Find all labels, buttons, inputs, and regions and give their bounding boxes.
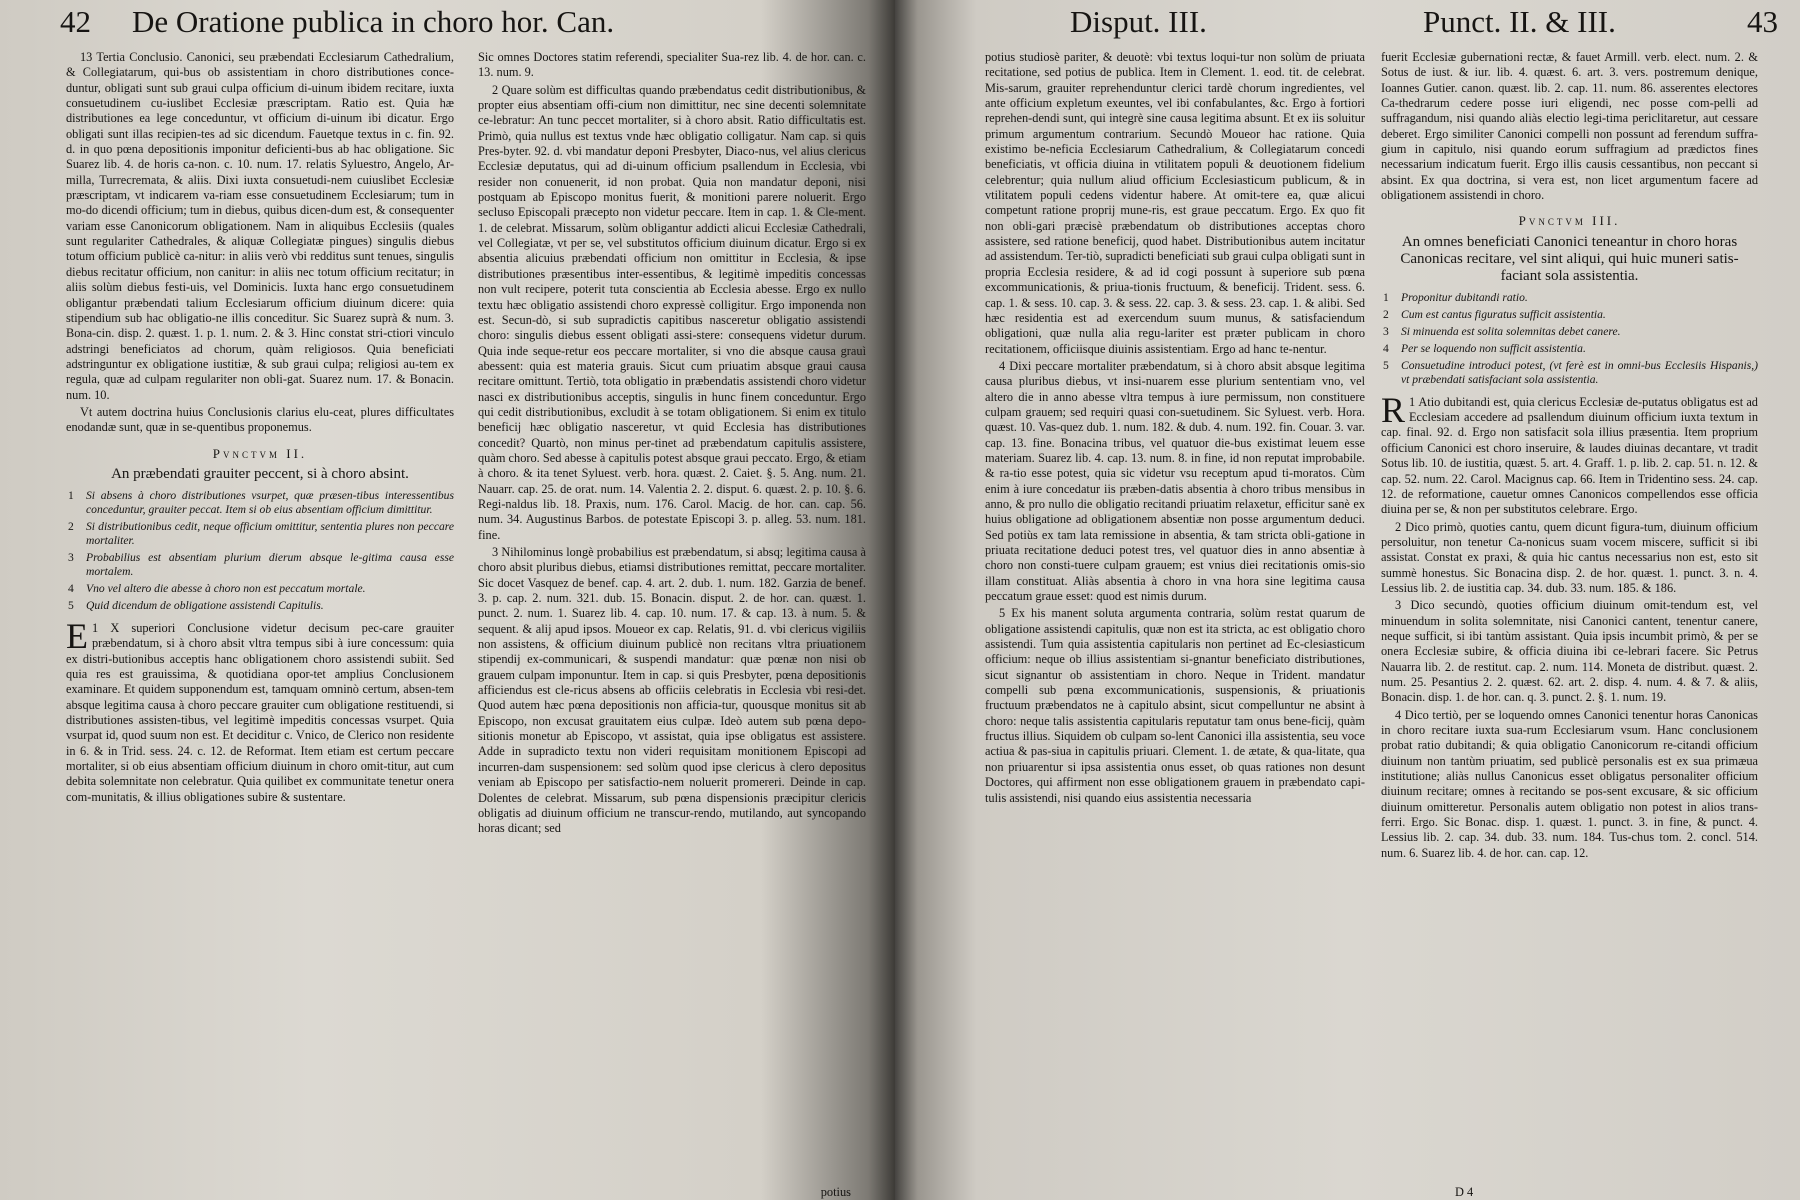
left-page-body — [66, 50, 866, 1186]
summary-item: 5 Quid dicendum de obligatione assistendi Capitulis. — [68, 598, 324, 612]
paragraph: 2 Dico primò, quoties cantu, quem dicunt figura-tum, diuinum officium persoluitur, non tenetur Ca-nonicus suam vocem miscere, sufficit si ibi assistat. Constat ex praxi, & quia hic cantus necessarius non est, esto sit summè honestus. Sic Bonacina disp. 2. de hor. quæst. 1. punct. 3. n. 4. Lessius lib. 2. de iustitia cap. 34. dub. 33. num. 185. & 186. — [1381, 519, 1758, 595]
summary-item: 1 Proponitur dubitandi ratio. — [1383, 290, 1528, 304]
summary-list — [66, 489, 454, 613]
paragraph: 3 Dico secundò, quoties officium diuinum omit-tendum est, vel minuendum in solita solemnitate, nisi Canonici cantent, tenentur canere, neque sufficit, si ibi tantùm assistant. Quia ipsis incumbit primò, & per se onera Ecclesiæ subire, & officia diuina ibi ce-lebrari facere. Sic Petrus Nauarra lib. 2. de restitut. cap. 2. num. 114. Moneta de distribut. quæst. 2. num. 25. Pesantius 2. 2. quæst. 62. art. 2. disp. 4. num. 4. & 7. & aliis, Bonacin. disp. 1. de hor. can. q. 3. punct. 2. §. 1. num. 19. — [1381, 598, 1758, 705]
running-head-right: Punct. II. & III. — [1423, 4, 1616, 39]
right-column-1 — [985, 50, 1365, 1186]
paragraph: fuerit Ecclesiæ gubernationi rectæ, & fauet Armill. verb. elect. num. 2. & Sotus de iust. & iur. lib. 4. quæst. 6. art. 3. vers. postremum denique, Ioannes Gutier. canon. quæst. lib. 2. cap. 11. num. 86. asserentes electores Ca-thedrarum cedere posse iuri eligendi, nec posse com-pelli ad suffragandum, nisi quando aliàs electio legi-tima periclitaretur, aut cessare deberet. Ergo similiter Canonici compelli non possunt ad ferendum suffra-gium in capitulo, nisi quando eorum suffragium ad prædictos fines necessarium indicatum fuerit. Ergo illis causis cessantibus, non peccant si absint. Ex qua doctrina, si vera est, non licet argumentum facere ad obligationem assistendi in choro. — [1381, 50, 1758, 203]
running-head-center: Disput. III. — [1070, 4, 1207, 39]
paragraph: 2 Quare solùm est difficultas quando præbendatus cedit distributionibus, & propter eius absentiam offi-cium non dimittitur, nec sine decenti solemnitate ce-lebratur: An tunc peccet mortaliter, si à choro absit. Ratio difficultatis est. Primò, quia nullus est textus vnde hæc obligatio colligatur. Nam cap. si quis Pres-byter. 92. d. vbi mandatur deponi Presbyter, Diaco-nus, vel alius clericus Ecclesiæ deputatus, qui ad di-uinum officium psallendum in Ecclesia, vbi resider non conuenerit, id non probat. Quia non mandatur deponi, nisi postquam ab Episcopo monitus fuerit, & monitioni parere noluerit. Ergo secluso Episcopali præcepto non videtur peccare. Item in cap. 1. & Cle-ment. 1. de celebrat. Missarum, solùm obligantur addicti alicui Ecclesiæ Cathedrali, vel Collegiatæ, vt per se, vel substitutos officium diuinum dicatur. Ergo si ex absentia alicuius præbendati officium non omittitur in Ecclesia, & ipse distributiones præsentibus inter-essentibus, & legitimè impeditis concessas non vult recipere, poterit tuta conscientia ab Ecclesia abesse. Ergo ex nullo textu hæc obligatio assistendi choro expressè colligitur. Ergo imponenda non est. Secun-dò, si sub supradictis capitibus nasceretur obligatio assistendi choro: singulis diebus essent obligati assi-stere: consequens videtur durum. Quia inde seque-retur eos peccare mortaliter, si vno die absque causa grauì abessent: quia est materia grauis. Sicut cum priuatim absque graui causa recitare omittunt. Tertiò, tota obligatio in præbendatis assistendi choro videtur nasci ex distributionibus acceptis, singulis in hunc finem conceduntur. Ergo qui cedit distributionibus, excludit à se totam obligationem. Si enim ex titulo beneficij hæc obligatio nasceretur, vt quid Ecclesia has distributiones concedit? Quartò, non minus per-tinet ad præbendatum capitulis assistere, quàm choro. Sed abesse à capitulis potest absque graui peccato. Ergo, & etiam à choro. & ita tenet Syluest. verb. hora. quæst. 2. Caiet. §. 5. Ang. num. 21. Nauarr. cap. 25. de orat. num. 14. Valentia 2. 2. disput. 6. quæst. 2. p. 10. §. 6. Regi-naldus lib. 18. Praxis, num. 176. Carol. Macig. de hor. can. cap. 56. num. 34. Augustinus Barbos. de potestate Episcopi 3. p. alleg. 53. num. 181. fine. — [478, 82, 866, 542]
paragraph-with-initial: 1 R Atio dubitandi est, quia clericus Ecclesiæ de-putatus obligatus est ad Ecclesiam accedere ad psallendum diuinum officium iuxta textum in cap. final. 92. d. Ergo non satisfacit sola illius præsentia. Item proprium officium Canonici est choro inseruire, & laudes diuinas decantare, vt tradit Sotus lib. 10. de iustitia, quæst. 5. art. 4. Graff. 1. p. lib. 2. cap. 51. n. 12. & cap. 52. num. 22. Carol. Macignus cap. 66. Item in Tridentino sess. 24. cap. 12. de reformatione, cauetur omnes Canonicos compellendos esse officia diuina per se, & non per substitutos celebrare. Ergo. — [1381, 389, 1758, 517]
paragraph-number: 1 — [92, 620, 99, 635]
paragraph: Vt autem doctrina huius Conclusionis clarius elu-ceat, plures difficultates enodandæ sunt, quæ in se-quentibus proponemus. — [66, 404, 454, 435]
summary-item: 3 Si minuenda est solita solemnitas debet canere. — [1383, 324, 1621, 338]
drop-cap: E — [66, 615, 88, 656]
summary-item: 3 Probabilius est absentiam plurium dierum absque le-gitima causa esse mortalem. — [68, 550, 454, 578]
catchword: potius — [820, 1185, 851, 1199]
paragraph: Sic omnes Doctores statim referendi, specialiter Sua-rez lib. 4. de hor. can. c. 13. num. 9. — [478, 50, 866, 80]
right-page-body — [985, 50, 1758, 1186]
paragraph: 13 Tertia Conclusio. Canonici, seu præbendati Ecclesiarum Cathedralium, & Collegiatarum, qui-bus ob assistentiam in choro distributiones conce-duntur, obligati sunt sub graui culpa officium di-uinum ibidem recitare, iuxta consuetudinem cu-iuslibet Ecclesiæ præscriptam. Ratio est. Quia hæ distributiones ea lege conceduntur, vt officium di-uinum ibi dicatur. Ergo obligati sunt illas recipien-tes ad sic dicendum. Fauetque textus in c. fin. 92. d. in quo pœna depositionis imponitur deficienti-bus ab hac obligatione. Sic Suarez lib. 4. de horis ca-non. c. 10. num. 17. relatis Syluestro, Angelo, Ar-milla, Turrecremata, & aliis. Dixi iuxta consuetudi-nem cuiuslibet Ecclesiæ præscriptam, vt indicarem va-riam esse consuetudinem Ecclesiarum; tum in mo-do dicendi officium; tum in diebus, quibus dicen-dum est, & consequenter variam esse Canonicorum obligationem. Nam in aliquibus Ecclesiis (quales sunt regulariter Cathedrales, & aliquæ Collegiatæ pingues) singulis diebus totum officium publicè ca-nitur: in aliis verò vbi redditus sunt tenues, singulis diebus recitatur officium, non canitur: in aliis nec totum officium recitatur; in aliis solùm diebus festi-uis, vel Dominicis. Iuxta hanc ergo consuetudinem obligantur præbendati talium Ecclesiarum officium diuinum dicere: quia stipendium sub hac obligatio-ne illis conceditur. Sic Suarez suprà & num. 3. Bona-cin. disp. 2. quæst. 1. p. 1. num. 2. & 3. Hinc constat stri-ctiori vinculo adstringi beneficiatos ad chorum, quàm religiosos. Quia beneficiati adstringuntur ex obligatione iustitiæ, & sub graui culpa; religiosi au-tem ex regula, quæ ad culpam regulariter non obli-gat. Suarez num. 17. & Bonacin. num. 10. — [66, 50, 454, 402]
section-title: An omnes beneficiati Canonici teneantur in choro horas Canonicas recitare, vel sint aliqui, qui huic muneri satis-faciant sola assistentia. — [1400, 233, 1739, 284]
right-column-2 — [1381, 50, 1758, 1186]
paragraph: 5 Ex his manent soluta argumenta contraria, solùm restat quarum de obligatione assistendi capitulis, quæ non est ita stricta, ac est obligatio choro assistendi. Tum quia assistentia capitularis non pertinet ad Ec-clesiasticum officium: neque ob illius assistentiam si-gnantur beneficiato distributiones, sicut signantur ob assistentiam in choro. Neque in Trident. mandatur compelli sub pœna excommunicationis, suspensionis, & priuationis fructuum præbendatos ne à capitulo absint, sicut compelluntur ne absint à choro: neque talis assistentia capitularis reputatur tam onus bene-ficij, quàm fructus illius. Siquidem ob culpam so-lent Canonici illa assistentia, seu voce actiua & pas-siua in capitulis priuari. Clement. 1. de ætate, & qua-litate, qua non priuarentur si ipsa assistentia onus esset, ob quas rationes non desunt Doctores, qui affirment non esse obligationem grauem in præbendato capi-tulis assistendi, nisi quando eius assistentia necessaria — [985, 606, 1365, 805]
section-heading: Pvnctvm II. — [212, 445, 308, 461]
running-head-left: De Oratione publica in choro hor. Can. — [132, 4, 615, 39]
paragraph: 4 Dico tertiò, per se loquendo omnes Canonici tenentur horas Canonicas in choro recitare iuxta sua-rum Ecclesiarum vsum. Hanc conclusionem probat ratio dubitandi; & quia obligatio Canonicorum re-citandi officium diuinum non tantùm priuatim, sed publicè personalis est ex sua primæua institutione; aliàs nullus Canonicus esset obligatus personaliter officium diuinum recitare; omnes à recitando se pos-sent excusare, & sic officium diuinum omitteretur. Personalis autem obligatio non potest in alios trans-ferri. Ergo. Sic Bonac. disp. 1. quæst. 1. punct. 3. in fine, & punct. 4. Lessius lib. 2. cap. 34. dub. 33. num. 184. Tus-chus tom. 2. concl. 514. num. 6. Suarez lib. 4. de hor. can. cap. 12. — [1381, 707, 1758, 860]
drop-cap: R — [1381, 389, 1406, 430]
paragraph: potius studiosè pariter, & deuotè: vbi textus loqui-tur non solùm de priuata recitatione, sed potius de publica. Item in Clement. 1. eod. tit. de celebrat. Mis-sarum, grauiter reprehenduntur clerici tardè chorum ingredientes, vel ante officium expletum exeuntes, vel ibi confabulantes, &c. Ergo à fortiori reprehen-dendi sunt, qui integrè sine causa legitima absunt. Et ex iis soluitur primum argumentum contrarium. Secundò Moueor hac ratione. Quia existimo be-neficia Ecclesiarum Cathedralium, & Collegiatarum concedi beneficiatis, vt officia diuina in vtilitatem populi & deuotionem fidelium celebrentur; quia nullum aliud officium Ecclesiasticum publicum, & in vtilitatem populi cedens videntur habere. At omit-tere ea, quæ alicui competunt ratione proprij mune-ris, est graue peccatum. Ergo. Ex quo fit non obli-gari præcisè præbendatum ob distributiones acceptas choro assistere, sed ratione beneficij, quod habet. Distributionibus autem incitatur ad assistendum. Ter-tiò, supradicti beneficiati sub graui culpa obligati sunt in propria Ecclesia residere, & ad id cogi possunt à superiore sub pœna excommunicationis, & priua-tionis fructuum, & beneficij. Trident. sess. 6. cap. 1. & sess. 10. cap. 3. & sess. 22. cap. 3. & sess. 23. cap. 1. & alibi. Sed hæc residentia est ad exercendum suum munus, & satisfaciendum obligationi, quæ nulla alia regu-lariter est præter publicam in choro recitationem, officiisque diuinis assistentiam. Ergo ad hanc te-nentur. — [985, 50, 1365, 356]
paragraph-number: 1 — [1409, 394, 1416, 409]
summary-list — [1381, 291, 1758, 387]
paragraph-with-initial: 1 E X superiori Conclusione videtur decisum pec-care grauiter præbendatum, si à choro absit vltra tempus sibi à iure concessum: quia ex distri-butionibus acceptis hanc obligationem choro assistendi subiit. Sed quia res est grauissima, & quotidiana opor-tet amplius Conclusionem examinare. Et quidem supponendum est, tamquam omninò certum, absen-tem absque legitima causa à choro peccare grauiter cum obligatione restituendi, si distributiones assisten-tibus, vel legitimè impeditis concessas vsurpet. Quia vsurpat id, quod suum non est. Et deciditur c. Vnico, de Clerico non residente in 6. & in Trid. sess. 24. c. 12. de Reformat. Item etiam est certum peccare mortaliter, si ob eius absentiam officium diuinum in choro omit-titur, aut cum debita solemnitate non celebratur. Quia quilibet ex communitate tenetur onera com-munitatis, & illius obligationes subire & sustentare. — [66, 615, 454, 804]
section-heading: Pvnctvm III. — [1518, 213, 1621, 229]
section-title: An præbendati grauiter peccent, si à choro absint. — [111, 465, 409, 482]
summary-item: 2 Si distributionibus cedit, neque officium omittitur, sententia plures non peccare mortaliter. — [68, 519, 454, 547]
summary-item: 4 Vno vel altero die abesse à choro non est peccatum mortale. — [68, 581, 366, 595]
left-column-2 — [478, 50, 866, 1186]
summary-item: 4 Per se loquendo non sufficit assistentia. — [1383, 341, 1586, 355]
paragraph: 4 Dixi peccare mortaliter præbendatum, si à choro absit absque legitima causa pluribus diebus, vt insi-nuarem esse plurium sententiam vno, vel altero die in anno abesse vltra tempus à iure permissum, non constituere culpam grauem; sed requiri quasi con-suetudinem. Sic Syluest. verb. Hora. quæst. 10. Vas-quez dub. 1. num. 182. & dub. 4. num. 192. fin. Couar. 3. var. cap. 13. fine. Bonacina tribus, vel quatuor die-bus existimat leuem esse materiam. Suarez lib. 4. cap. 13. num. 8. in fine, id non reputat improbabile. & ra-tio esse potest, quia sic videtur vsu receptum apud ti-moratos. Cùm enim à iure concedatur iis præben-datis absentia à choro tribus mensibus in anno, & pro nullo die obligatio recitandi priuatim relaxetur, efficitur sanè ex huius obligatione ad obligationem absentiæ non posse argumentum deduci. Sed potiùs ex tam lata remissione in absentia, & tam stricta obli-gatione in priuata recitatione deduci potest tres, vel quatuor dies in anno absentiæ à choro non consti-tuere culpam grauem; est vnius diei recitationis omis-sio illam constituat. Aliàs absentia à choro in vna hora sine legitima causa peccatum graue esset: quod est nimis durum. — [985, 358, 1365, 604]
paragraph: 3 Nihilominus longè probabilius est præbendatum, si absq; legitima causa à choro absit pluribus diebus, etiamsi distributiones remittat, peccare mortaliter. Sic docet Vasquez de benef. cap. 4. art. 2. dub. 1. num. 182. Garzia de benef. 3. p. cap. 2. num. 321. dub. 15. Bonacin. disput. 2. de hor. can. quæst. 1. punct. 2. num. 1. Suarez lib. 4. cap. 10. num. 17. & cap. 13. à num. 5. & sequent. & alij apud ipsos. Moueor ex cap. Relatis, 91. d. vbi clericus vigiliis non assistens, & officium diuinum publicè non recitans vltra priuationem stipendij ex-communicari, & suspendi mandatur: quæ pœnæ non nisi ob grauem culpam imponuntur. Item in cap. si quis Presbyter, pœna depositionis afficiendus est cle-ricus absens ab officiis celebratis in Ecclesia vbi resi-det. Quod autem hæc pœna depositionis non afficia-tur, quousque monitus sit ab Episcopo, non excusat grauitatem eius culpæ. Ideò autem sub pœna depo-sitionis monetur ab Episcopo, vt assistat, quia ipse obligatus est assistere. Adde in supradicto textu non videri requisitam monitionem Episcopi ad incurren-dam suspensionem: sed solùm quod ipse clericus à clero depositus veniam ab Episcopo per satisfactio-nem noluerit promereri. Deinde in cap. Dolentes de celebrat. Missarum, sub pœna dispensionis præcipitur clericis obligatis ad diuinum officium ne transcur-rendo, mutilando, aut syncopando horas dicant; sed — [478, 545, 866, 836]
summary-item: 1 Si absens à choro distributiones vsurpet, quæ præsen-tibus interessentibus conceduntur, grauiter peccat. Item si ob eius absentiam officium dimittitur. — [68, 488, 454, 516]
left-page — [0, 0, 895, 1200]
page-number-left: 42 — [60, 4, 91, 39]
signature-mark: D 4 — [1455, 1185, 1474, 1199]
summary-item: 5 Consuetudine introduci potest, (vt ferè est in omni-bus Ecclesiis Hispanis,) vt præbendati satisfaciant sola assistentia. — [1383, 358, 1758, 386]
summary-item: 2 Cum est cantus figuratus sufficit assistentia. — [1383, 307, 1606, 321]
right-page — [895, 0, 1800, 1200]
left-column-1 — [66, 50, 454, 1186]
page-number-right: 43 — [1747, 4, 1778, 39]
